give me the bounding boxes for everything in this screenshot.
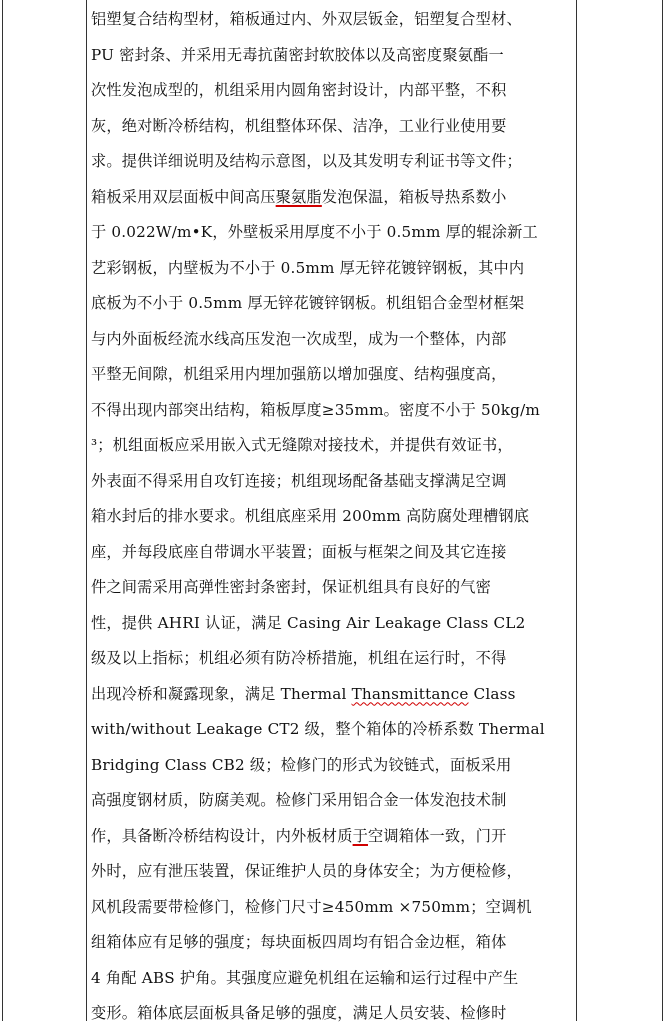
text-line — [91, 2, 575, 38]
text-line — [91, 783, 575, 819]
text-segment: 座，并每段底座自带调水平装置；面板与框架之间及其它连接 — [91, 542, 507, 561]
text-segment: 件之间需采用高弹性密封条密封，保证机组具有良好的气密 — [91, 578, 492, 596]
text-segment: 底板为不小于 0.5mm 厚无锌花镀锌钢板。机组铝合金型材框架 — [91, 294, 525, 312]
text-line — [91, 996, 575, 1032]
text-line — [91, 109, 575, 145]
text-line — [91, 38, 575, 74]
text-line — [91, 180, 575, 216]
text-line — [91, 215, 575, 251]
text-segment: 4 角配 ABS 护角。其强度应避免机组在运输和运行过程中产生 — [91, 968, 519, 987]
text-line — [91, 144, 575, 180]
text-line — [91, 73, 575, 109]
text-line — [91, 641, 575, 677]
text-line — [91, 322, 575, 358]
text-segment: 变形。箱体底层面板具备足够的强度，满足人员安装、检修时 — [91, 1004, 507, 1022]
text-segment: 平整无间隙，机组采用内埋加强筋以增加强度、结构强度高， — [91, 365, 507, 383]
text-line — [91, 286, 575, 322]
table-border-left-inner — [86, 0, 87, 1021]
text-line — [91, 819, 575, 855]
text-segment: 外表面不得采用自攻钉连接；机组现场配备基础支撑满足空调 — [91, 471, 507, 490]
text-line — [91, 428, 575, 464]
text-segment: Class — [468, 684, 516, 703]
table-border-right-outer — [662, 0, 663, 1021]
text-line — [91, 748, 575, 784]
text-line — [91, 535, 575, 571]
text-segment: 灰，绝对断冷桥结构，机组整体环保、洁净，工业行业使用要 — [91, 116, 507, 135]
text-segment: 高强度钢材质，防腐美观。检修门采用铝合金一体发泡技术制 — [91, 791, 507, 809]
text-segment: with/without Leakage CT2 级，整个箱体的冷桥系数 Thermal — [91, 720, 545, 738]
text-segment: 求。提供详细说明及结构示意图，以及其发明专利证书等文件； — [91, 152, 522, 170]
text-segment: 与内外面板经流水线高压发泡一次成型，成为一个整体，内部 — [91, 329, 507, 348]
text-segment: 不得出现内部突出结构，箱板厚度≥35mm。密度不小于 50kg/m — [91, 400, 540, 419]
text-line — [91, 464, 575, 500]
text-segment: 风机段需要带检修门，检修门尺寸≥450mm ×750mm；空调机 — [91, 897, 532, 916]
text-line — [91, 677, 575, 713]
text-line — [91, 357, 575, 393]
text-line — [91, 393, 575, 429]
text-segment: PU 密封条、并采用无毒抗菌密封软胶体以及高密度聚氨酯一 — [91, 45, 504, 64]
text-segment: 发泡保温，箱板导热系数小 — [321, 187, 507, 206]
table-border-right-inner — [576, 0, 577, 1021]
spelling-error-mark: Thansmittance — [351, 684, 469, 703]
text-segment: 级及以上指标；机组必须有防冷桥措施，机组在运行时，不得 — [91, 649, 507, 667]
proofing-underline-mark: 于 — [352, 826, 368, 845]
text-line — [91, 606, 575, 642]
text-segment: 铝塑复合结构型材，箱板通过内、外双层钣金，铝塑复合型材、 — [91, 10, 522, 28]
text-line — [91, 854, 575, 890]
text-line — [91, 890, 575, 926]
specification-text-cell — [91, 2, 575, 1032]
text-line — [91, 925, 575, 961]
text-segment: Bridging Class CB2 级；检修门的形式为铰链式，面板采用 — [91, 755, 512, 774]
text-segment: 次性发泡成型的，机组采用内圆角密封设计，内部平整，不积 — [91, 81, 507, 99]
text-segment: 组箱体应有足够的强度；每块面板四周均有铝合金边框，箱体 — [91, 933, 507, 951]
text-line — [91, 712, 575, 748]
proofing-underline-mark: 聚氨脂 — [275, 187, 322, 206]
text-segment: ³；机组面板应采用嵌入式无缝隙对接技术，并提供有效证书， — [91, 436, 513, 454]
text-segment: 空调箱体一致，门开 — [367, 826, 507, 845]
text-segment: 于 0.022W/m•K，外壁板采用厚度不小于 0.5mm 厚的辊涂新工 — [91, 223, 538, 241]
text-line — [91, 570, 575, 606]
text-segment: 出现冷桥和凝露现象，满足 Thermal — [91, 684, 352, 703]
text-segment: 箱水封后的排水要求。机组底座采用 200mm 高防腐处理槽钢底 — [91, 507, 530, 525]
text-segment: 箱板采用双层面板中间高压 — [91, 187, 276, 206]
text-line — [91, 251, 575, 287]
text-segment: 性，提供 AHRI 认证，满足 Casing Air Leakage Class CL2 — [91, 613, 526, 632]
text-line — [91, 499, 575, 535]
text-segment: 外时，应有泄压装置，保证维护人员的身体安全；为方便检修， — [91, 862, 522, 880]
text-segment: 艺彩钢板，内壁板为不小于 0.5mm 厚无锌花镀锌钢板，其中内 — [91, 258, 525, 277]
table-border-left-outer — [2, 0, 3, 1021]
text-line — [91, 961, 575, 997]
text-segment: 作，具备断冷桥结构设计，内外板材质 — [91, 826, 353, 845]
